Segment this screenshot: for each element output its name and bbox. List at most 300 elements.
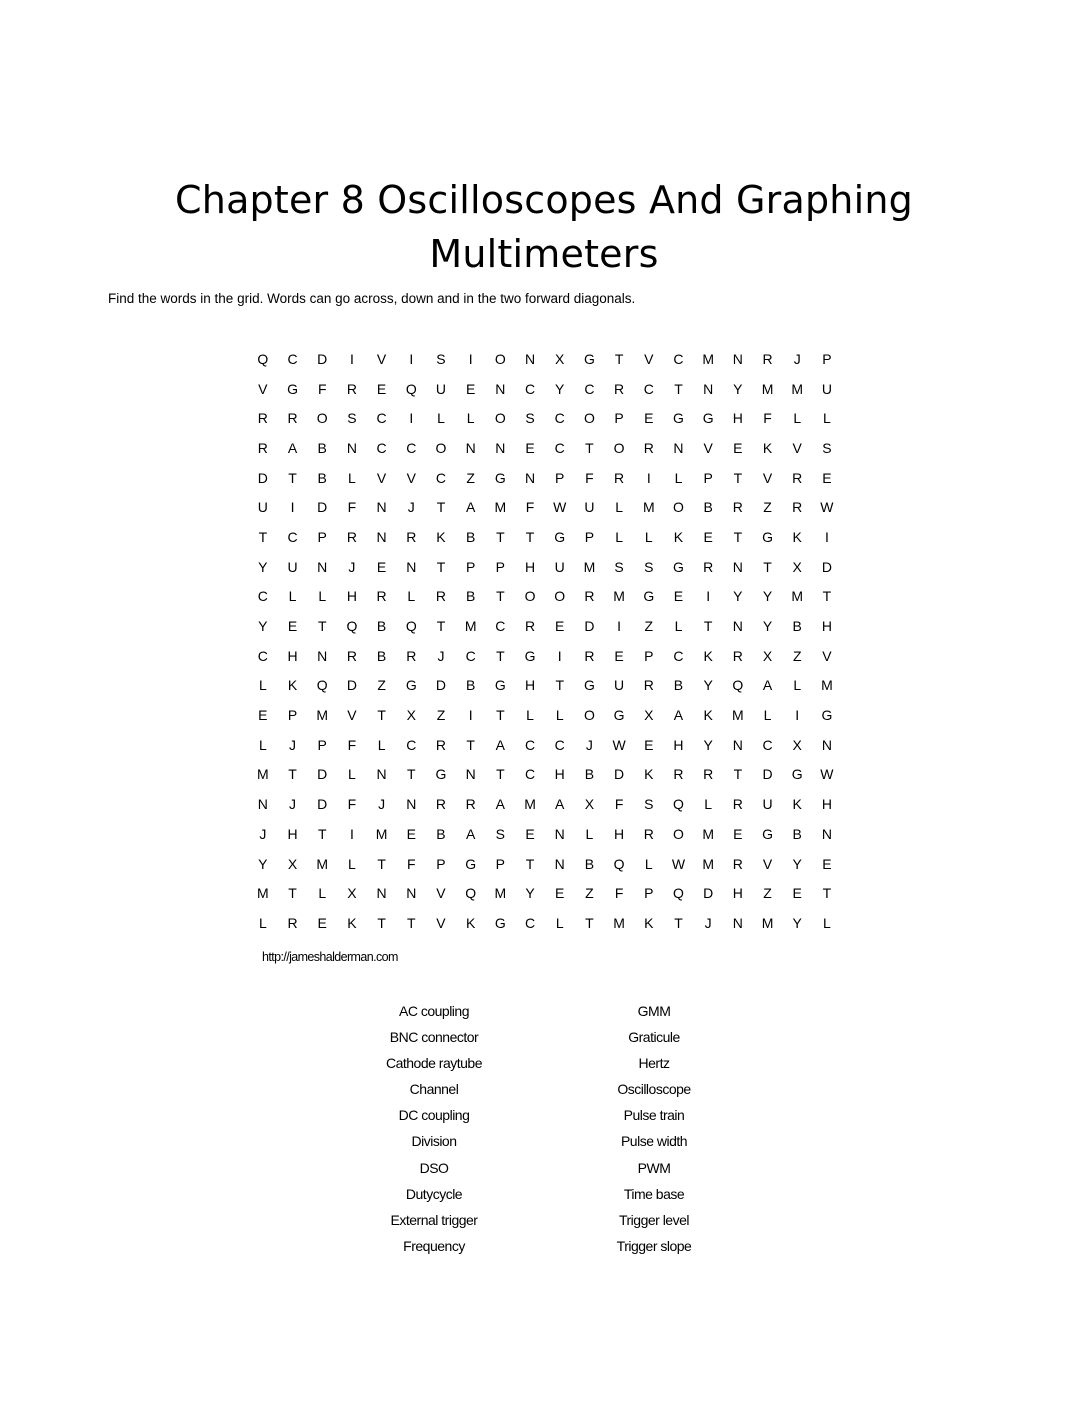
grid-cell: J [289,736,297,753]
grid-cell: B [465,677,476,694]
grid-cell: L [555,914,564,931]
grid-cell: G [702,410,714,427]
grid-cell: Q [732,677,744,694]
grid-cell: T [674,380,683,397]
grid-cell: F [347,499,357,516]
grid-cell: U [821,380,832,397]
grid-cell: R [792,499,803,516]
grid-cell: X [762,647,773,664]
grid-cell: C [376,410,387,427]
grid-cell: J [704,914,712,931]
grid-cell: F [407,855,416,872]
grid-cell: G [673,410,684,427]
grid-cell: F [347,796,357,813]
grid-cell: G [673,558,684,575]
grid-cell: B [436,825,446,842]
grid-cell: N [465,766,476,783]
grid-cell: A [555,796,565,813]
grid-cell: R [614,469,625,486]
word-list-item: Dutycycle [405,1185,463,1202]
grid-cell: A [495,736,506,753]
grid-cell: E [525,439,535,456]
grid-cell: Z [466,469,475,486]
grid-cell: P [703,469,713,486]
grid-cell: L [318,588,327,605]
grid-cell: B [376,647,387,664]
grid-cell: I [468,350,473,367]
grid-cell: M [257,766,269,783]
grid-cell: H [346,588,357,605]
grid-cell: W [820,499,834,516]
grid-cell: N [376,499,387,516]
grid-cell: N [524,350,536,367]
grid-cell: L [704,796,713,813]
grid-cell: M [464,618,477,635]
grid-cell: N [495,439,506,456]
grid-cell: S [347,410,357,427]
grid-cell: Z [792,647,802,664]
word-list-item: PWM [637,1159,671,1176]
grid-cell: L [348,469,356,486]
grid-cell: N [732,914,743,931]
grid-cell: G [494,677,506,694]
grid-cell: M [791,588,804,605]
grid-cell: L [674,469,683,486]
grid-cell: Z [644,618,654,635]
grid-cell: M [821,677,833,694]
grid-cell: Q [673,796,684,813]
grid-cell: G [524,647,536,664]
grid-cell: L [318,885,327,902]
grid-cell: I [557,647,562,664]
grid-cell: F [585,469,594,486]
grid-cell: W [820,766,834,783]
grid-cell: Z [763,885,772,902]
grid-cell: R [643,677,654,694]
grid-cell: F [347,736,357,753]
grid-cell: T [733,766,743,783]
grid-cell: N [732,558,743,575]
grid-cell: I [290,499,295,516]
grid-cell: Z [377,677,386,694]
grid-cell: H [732,410,743,427]
grid-cell: K [644,914,654,931]
grid-cell: L [823,410,831,427]
grid-cell: R [346,380,357,397]
grid-cell: M [791,380,804,397]
grid-cell: B [317,469,327,486]
grid-cell: P [495,855,506,872]
grid-cell: M [732,707,744,724]
grid-cell: V [762,855,773,872]
grid-cell: U [614,677,625,694]
grid-cell: O [673,825,684,842]
grid-cell: K [673,528,684,545]
grid-cell: S [436,350,446,367]
grid-cell: N [495,380,506,397]
grid-cell: G [762,528,773,545]
grid-cell: E [555,885,565,902]
grid-cell: Q [257,350,269,367]
grid-cell: X [792,558,802,575]
grid-cell: C [287,350,298,367]
grid-cell: R [584,647,595,664]
grid-cell: G [613,707,625,724]
grid-cell: T [585,914,594,931]
grid-cell: D [762,766,773,783]
grid-cell: I [409,350,414,367]
word-list-item: Graticule [628,1029,680,1046]
grid-cell: K [287,677,298,694]
grid-cell: C [435,469,447,486]
grid-cell: R [643,439,654,456]
grid-cell: R [257,410,268,427]
grid-cell: P [644,647,654,664]
grid-cell: X [555,350,565,367]
grid-cell: J [407,499,415,516]
grid-cell: T [377,914,386,931]
grid-cell: V [792,439,802,456]
grid-cell: P [614,410,624,427]
grid-cell: Y [258,558,268,575]
word-list-item: BNC connector [389,1029,479,1046]
grid-cell: M [257,885,269,902]
grid-cell: I [646,469,651,486]
grid-cell: V [822,647,832,664]
grid-cell: N [257,796,268,813]
grid-cell: R [406,528,417,545]
grid-cell: T [288,766,297,783]
grid-cell: R [614,380,625,397]
grid-cell: B [465,528,476,545]
grid-cell: T [614,350,624,367]
grid-cell: N [821,825,832,842]
word-list-item: Trigger level [618,1211,689,1228]
grid-cell: P [317,528,327,545]
grid-cell: L [793,410,802,427]
grid-cell: Y [258,855,268,872]
grid-cell: E [792,885,802,902]
grid-cell: T [496,528,505,545]
grid-cell: T [317,825,327,842]
grid-cell: E [406,825,416,842]
grid-cell: V [406,469,416,486]
grid-cell: C [376,439,387,456]
grid-cell: L [437,410,445,427]
grid-cell: T [763,558,772,575]
grid-cell: T [377,855,386,872]
grid-cell: G [821,707,833,724]
grid-cell: H [287,825,298,842]
word-list-item: DSO [419,1159,449,1176]
grid-cell: D [317,350,328,367]
grid-cell: B [317,439,327,456]
grid-cell: T [496,707,505,724]
grid-cell: T [822,885,832,902]
word-list-item: GMM [637,1003,671,1019]
grid-cell: C [554,736,565,753]
grid-cell: I [617,618,622,635]
grid-cell: L [823,914,831,931]
grid-cell: G [494,914,506,931]
grid-cell: A [495,796,506,813]
word-list-item: External trigger [390,1211,478,1228]
grid-cell: I [349,350,354,367]
grid-cell: Q [673,885,684,902]
grid-cell: L [763,707,772,724]
grid-cell: I [706,588,711,605]
grid-cell: T [585,439,594,456]
grid-cell: R [732,647,743,664]
grid-cell: C [643,380,654,397]
grid-cell: D [614,766,625,783]
word-list-item: Oscilloscope [617,1081,691,1098]
grid-cell: O [583,410,595,427]
grid-cell: T [703,618,713,635]
grid-cell: M [702,825,714,842]
grid-cell: C [257,647,268,664]
grid-cell: F [525,499,535,516]
grid-cell: N [732,736,743,753]
word-list-item: AC coupling [399,1003,469,1019]
grid-cell: J [437,647,445,664]
grid-cell: U [257,499,268,516]
grid-cell: E [644,410,654,427]
grid-cell: T [496,647,505,664]
grid-cell: S [822,439,832,456]
grid-cell: S [614,558,624,575]
grid-cell: B [376,618,387,635]
word-list-item: Division [411,1133,457,1150]
grid-cell: N [673,439,684,456]
grid-cell: R [376,588,387,605]
grid-cell: F [763,410,772,427]
grid-cell: O [554,588,566,605]
grid-cell: Q [405,618,417,635]
grid-cell: M [494,499,507,516]
grid-cell: B [703,499,713,516]
word-list-item: Frequency [403,1237,465,1254]
grid-cell: J [289,796,297,813]
grid-cell: R [732,855,743,872]
grid-cell: I [795,707,800,724]
grid-cell: L [615,499,623,516]
grid-cell: P [495,558,506,575]
grid-cell: K [792,528,802,545]
grid-cell: E [317,914,327,931]
grid-cell: L [288,588,297,605]
grid-cell: V [347,707,357,724]
grid-cell: L [407,588,416,605]
grid-cell: Q [405,380,417,397]
grid-cell: R [406,647,417,664]
grid-cell: T [258,528,268,545]
grid-cell: H [524,558,536,575]
grid-cell: N [317,647,328,664]
grid-cell: H [732,885,743,902]
grid-cell: A [673,707,684,724]
grid-cell: E [258,707,268,724]
grid-cell: T [317,618,327,635]
grid-cell: R [524,618,536,635]
grid-cell: Y [733,588,743,605]
grid-cell: L [466,410,475,427]
grid-cell: A [465,499,476,516]
grid-cell: H [554,766,565,783]
grid-cell: Q [346,618,358,635]
grid-cell: T [525,855,535,872]
grid-cell: L [348,855,356,872]
grid-cell: Y [762,618,773,635]
grid-cell: Y [792,914,802,931]
grid-cell: V [762,469,773,486]
grid-cell: O [316,410,328,427]
grid-cell: Y [762,588,773,605]
grid-cell: G [287,380,298,397]
source-url: http://jameshalderman.com [262,950,398,964]
grid-cell: E [822,469,832,486]
grid-cell: P [555,469,565,486]
grid-cell: B [465,588,476,605]
grid-cell: O [494,410,506,427]
word-list-item: Cathode raytube [385,1055,483,1072]
grid-cell: M [642,499,655,516]
grid-cell: T [733,528,743,545]
grid-cell: V [376,350,387,367]
grid-cell: Z [436,707,446,724]
grid-cell: Y [703,736,713,753]
grid-cell: M [613,588,625,605]
grid-cell: N [554,825,565,842]
grid-cell: R [762,350,773,367]
grid-cell: L [258,677,267,694]
grid-cell: K [465,914,476,931]
grid-cell: C [584,380,595,397]
grid-cell: E [703,528,713,545]
grid-cell: L [348,766,356,783]
grid-cell: G [583,677,595,694]
grid-cell: C [495,618,506,635]
grid-cell: X [347,885,357,902]
grid-cell: N [406,558,417,575]
grid-cell: D [703,885,714,902]
grid-cell: R [435,796,447,813]
word-list-item: Pulse train [623,1107,685,1124]
grid-cell: U [762,796,773,813]
grid-cell: M [494,885,507,902]
grid-cell: T [496,766,505,783]
grid-cell: M [375,825,388,842]
grid-cell: T [436,618,446,635]
grid-cell: D [821,558,832,575]
grid-cell: R [287,410,298,427]
grid-cell: T [822,588,832,605]
grid-cell: H [524,677,536,694]
grid-cell: O [435,439,447,456]
grid-cell: G [583,350,595,367]
grid-cell: T [555,677,564,694]
grid-cell: L [585,825,594,842]
grid-cell: N [821,736,832,753]
grid-cell: B [673,677,684,694]
grid-cell: C [673,350,684,367]
grid-cell: T [407,766,416,783]
grid-cell: M [761,914,774,931]
grid-cell: C [554,410,565,427]
grid-cell: D [317,766,328,783]
grid-cell: V [436,885,446,902]
grid-cell: P [584,528,595,545]
grid-cell: N [524,469,536,486]
grid-cell: N [376,766,387,783]
grid-cell: B [584,766,595,783]
grid-cell: E [376,380,387,397]
grid-cell: A [762,677,773,694]
grid-cell: C [673,647,684,664]
grid-cell: T [436,558,446,575]
grid-cell: R [643,825,654,842]
grid-cell: N [346,439,357,456]
grid-cell: I [349,825,354,842]
grid-cell: Y [703,677,713,694]
grid-cell: J [793,350,801,367]
grid-cell: X [287,855,298,872]
grid-cell: Y [555,380,565,397]
grid-cell: U [584,499,595,516]
grid-cell: M [761,380,774,397]
grid-cell: K [347,914,357,931]
grid-cell: P [436,855,446,872]
grid-cell: I [409,410,414,427]
grid-cell: R [732,796,743,813]
word-list-item: Time base [623,1185,685,1202]
grid-cell: V [376,469,387,486]
grid-cell: T [436,499,446,516]
grid-cell: O [583,707,595,724]
grid-cell: E [376,558,387,575]
grid-cell: Z [763,499,772,516]
grid-cell: D [317,499,328,516]
grid-cell: Y [792,855,802,872]
grid-cell: G [465,855,477,872]
grid-cell: N [732,350,743,367]
grid-cell: F [614,796,624,813]
grid-cell: R [584,588,595,605]
grid-cell: O [524,588,536,605]
grid-cell: C [524,736,536,753]
grid-cell: R [732,499,743,516]
grid-cell: G [643,588,655,605]
grid-cell: E [644,736,654,753]
grid-cell: O [613,439,625,456]
grid-cell: U [435,380,447,397]
grid-cell: J [348,558,356,575]
grid-cell: B [792,618,802,635]
grid-cell: W [671,855,686,872]
grid-cell: R [435,588,447,605]
grid-cell: E [525,825,535,842]
grid-cell: G [762,825,773,842]
grid-cell: Q [465,885,477,902]
grid-cell: W [553,499,567,516]
grid-cell: P [822,350,832,367]
grid-cell: Y [733,380,743,397]
grid-cell: E [733,439,743,456]
grid-cell: Q [316,677,328,694]
grid-cell: F [614,885,624,902]
grid-cell: K [703,707,713,724]
word-list-item: Trigger slope [616,1237,692,1254]
